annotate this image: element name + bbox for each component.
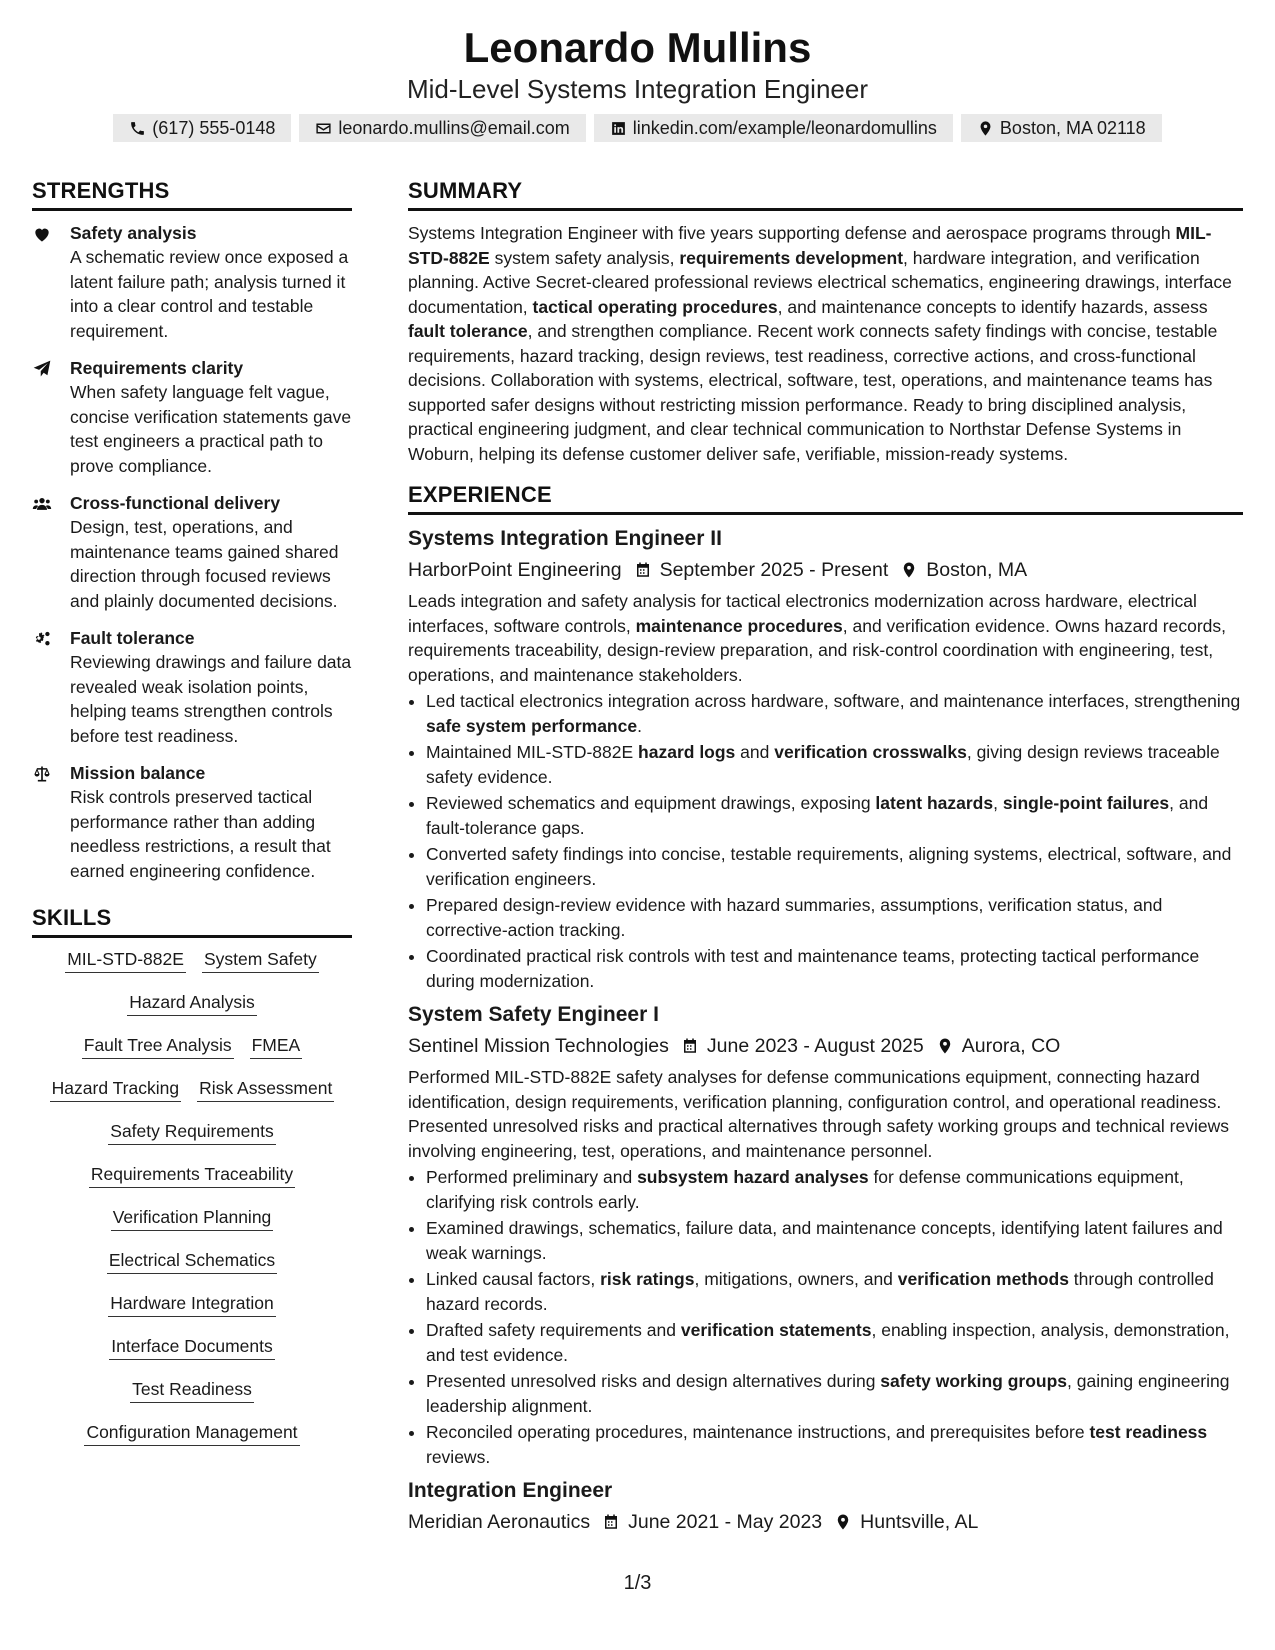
bullet-item bbox=[426, 842, 1243, 891]
strength-icon-wrapper bbox=[32, 221, 70, 343]
bold-text: tactical operating procedures bbox=[532, 296, 778, 317]
bold-text: risk ratings bbox=[600, 1269, 695, 1289]
skill-tag: Configuration Management bbox=[84, 1421, 299, 1446]
experience-heading: EXPERIENCE bbox=[408, 482, 1243, 515]
text-run: Systems Integration Engineer with five years supporting defense and aerospace programs through bbox=[408, 223, 1176, 243]
skill-tag: Electrical Schematics bbox=[107, 1249, 277, 1274]
text-run: Linked causal factors, bbox=[426, 1269, 601, 1289]
experience-list bbox=[408, 525, 1243, 1537]
skill-row bbox=[32, 1378, 352, 1403]
heart-icon bbox=[32, 224, 52, 244]
bullet-item bbox=[426, 1318, 1243, 1367]
skill-row bbox=[32, 1120, 352, 1145]
job-title: Systems Integration Engineer II bbox=[408, 527, 722, 550]
text-run: Performed MIL-STD-882E safety analyses for defense communications equipment, connecting hazard identification, design requirements, verification planning, configuration control, and operational readiness. Presented unresolved risks and practical alternatives through safety working groups and technical reviews involving engineering, test, operations, and maintenance personnel. bbox=[408, 1067, 1229, 1161]
skill-row bbox=[32, 1163, 352, 1188]
text-run: Led tactical electronics integration across hardware, software, and maintenance interfaces, strengthening bbox=[426, 691, 1241, 711]
email-text: leonardo.mullins@email.com bbox=[338, 118, 570, 138]
scale-icon bbox=[32, 764, 52, 784]
resume-body bbox=[32, 178, 1243, 1541]
calendar-icon bbox=[634, 561, 652, 579]
bold-text: maintenance procedures bbox=[635, 615, 843, 636]
job-dates: June 2023 - August 2025 bbox=[706, 1035, 924, 1057]
bullet-item bbox=[426, 791, 1243, 840]
summary-text bbox=[408, 221, 1243, 466]
map-pin-icon bbox=[900, 561, 918, 579]
company-name: HarborPoint Engineering bbox=[408, 559, 622, 581]
company-name: Sentinel Mission Technologies bbox=[408, 1035, 669, 1057]
skill-row bbox=[32, 1206, 352, 1231]
text-run: , and strengthen compliance. Recent work connects safety findings with concise, testable requirements, hazard tracking, design reviews, test readiness, corrective actions, and cross-functional decisions. Collaboration with systems, electrical, software, test, operations, and maintenance teams has supported safer designs without restricting mission performance. Ready to bring disciplined analysis, practical engineering judgment, and clear technical communication to Northstar Defense Systems in Woburn, helping its defense customer deliver safe, verifiable, mission-ready systems. bbox=[408, 321, 1218, 464]
bold-text: verification statements bbox=[680, 1320, 872, 1340]
bold-text: safety working groups bbox=[880, 1371, 1067, 1391]
bold-text: verification methods bbox=[897, 1269, 1069, 1289]
skill-row bbox=[32, 1292, 352, 1317]
skill-tag: MIL-STD-882E bbox=[65, 948, 186, 973]
job-bullets bbox=[408, 1165, 1243, 1469]
bullet-item bbox=[426, 1216, 1243, 1265]
strength-item bbox=[32, 761, 352, 883]
text-run: . bbox=[637, 715, 642, 736]
gears-icon bbox=[32, 629, 52, 649]
text-run: system safety analysis, bbox=[489, 247, 680, 268]
text-run: through controlled hazard records. bbox=[426, 1269, 1214, 1314]
text-run: Drafted safety requirements and bbox=[426, 1320, 681, 1340]
job-dates: September 2025 - Present bbox=[659, 559, 889, 581]
strength-title: Mission balance bbox=[70, 763, 206, 783]
bullet-item bbox=[426, 740, 1243, 789]
job-meta bbox=[408, 1031, 1243, 1061]
bold-text: verification crosswalks bbox=[774, 742, 967, 762]
strength-icon-wrapper bbox=[32, 356, 70, 478]
job-meta bbox=[408, 1507, 1243, 1537]
contact-bar bbox=[0, 114, 1275, 142]
strength-description: When safety language felt vague, concise verification statements gave test engineers a practical path to prove compliance. bbox=[70, 382, 352, 476]
candidate-name: Leonardo Mullins bbox=[463, 24, 812, 71]
text-run: Coordinated practical risk controls with test and maintenance teams, protecting tactical performance during modernization. bbox=[426, 946, 1200, 991]
strength-title: Fault tolerance bbox=[70, 628, 195, 648]
strength-item bbox=[32, 626, 352, 748]
bold-text: hazard logs bbox=[638, 742, 736, 762]
bullet-item bbox=[426, 893, 1243, 942]
bold-text: test readiness bbox=[1089, 1422, 1208, 1442]
text-run: , giving design reviews traceable safety evidence. bbox=[426, 742, 1220, 787]
paper-plane-icon bbox=[32, 359, 52, 379]
map-pin-icon bbox=[977, 120, 994, 137]
phone-icon bbox=[129, 120, 146, 137]
job-title: System Safety Engineer I bbox=[408, 1003, 659, 1026]
text-run: Maintained MIL-STD-882E bbox=[426, 742, 639, 762]
skill-tag: Fault Tree Analysis bbox=[82, 1034, 234, 1059]
skill-tag: Hazard Analysis bbox=[127, 991, 256, 1016]
strength-title: Requirements clarity bbox=[70, 358, 244, 378]
location-text: Boston, MA 02118 bbox=[999, 118, 1146, 138]
text-run: , mitigations, owners, and bbox=[694, 1269, 898, 1289]
text-run: and bbox=[735, 742, 775, 762]
strength-item bbox=[32, 221, 352, 343]
skill-tag: Hazard Tracking bbox=[50, 1077, 181, 1102]
strengths-heading: STRENGTHS bbox=[32, 178, 352, 211]
users-icon bbox=[32, 494, 52, 514]
strength-title: Cross-functional delivery bbox=[70, 493, 281, 513]
skill-row bbox=[32, 1335, 352, 1360]
strengths-list bbox=[32, 221, 352, 883]
skill-tag: Requirements Traceability bbox=[89, 1163, 295, 1188]
map-pin-icon bbox=[936, 1037, 954, 1055]
job-description bbox=[408, 589, 1243, 687]
skills-heading: SKILLS bbox=[32, 905, 352, 938]
strength-icon-wrapper bbox=[32, 626, 70, 748]
bold-text: requirements development bbox=[679, 247, 904, 268]
calendar-icon bbox=[681, 1037, 699, 1055]
left-column bbox=[32, 178, 352, 1541]
text-run: , enabling inspection, analysis, demonstration, and test evidence. bbox=[426, 1320, 1230, 1365]
contact-linkedin[interactable] bbox=[594, 114, 953, 142]
job-location: Boston, MA bbox=[926, 559, 1028, 581]
contact-email[interactable] bbox=[299, 114, 585, 142]
map-pin-icon bbox=[834, 1513, 852, 1531]
strength-title: Safety analysis bbox=[70, 223, 197, 243]
company-name: Meridian Aeronautics bbox=[408, 1511, 591, 1533]
skill-row bbox=[32, 991, 352, 1016]
bullet-item bbox=[426, 1267, 1243, 1316]
strength-description: Reviewing drawings and failure data revealed weak isolation points, helping teams strengthen controls before test readiness. bbox=[70, 652, 352, 746]
job-entry bbox=[408, 525, 1243, 993]
job-title: Integration Engineer bbox=[408, 1479, 613, 1502]
linkedin-text: linkedin.com/example/leonardomullins bbox=[632, 118, 937, 138]
skill-tag: Risk Assessment bbox=[197, 1077, 334, 1102]
bold-text: subsystem hazard analyses bbox=[637, 1167, 869, 1187]
text-run: , and maintenance concepts to identify hazards, assess bbox=[777, 296, 1208, 317]
resume-header bbox=[0, 0, 1275, 142]
envelope-icon bbox=[315, 120, 332, 137]
bold-text: safe system performance bbox=[426, 715, 638, 736]
text-run: , and verification evidence. Owns hazard records, requirements traceability, design-review preparation, and risk-control coordination with engineering, test, operations, and maintenance stakeholders. bbox=[408, 615, 1227, 685]
text-run: Reconciled operating procedures, maintenance instructions, and prerequisites before bbox=[426, 1422, 1090, 1442]
strength-item bbox=[32, 491, 352, 613]
skill-tag: System Safety bbox=[202, 948, 319, 973]
skill-row bbox=[32, 1077, 352, 1102]
job-location: Huntsville, AL bbox=[860, 1511, 979, 1533]
bold-text: latent hazards bbox=[875, 793, 994, 813]
job-bullets bbox=[408, 689, 1243, 993]
bold-text: fault tolerance bbox=[408, 321, 528, 341]
job-dates: June 2021 - May 2023 bbox=[628, 1511, 823, 1533]
skills-list bbox=[32, 948, 352, 1446]
skill-row bbox=[32, 1421, 352, 1446]
job-meta bbox=[408, 555, 1243, 585]
text-run: Prepared design-review evidence with hazard summaries, assumptions, verification status, and corrective-action tracking. bbox=[426, 895, 1163, 940]
bullet-item bbox=[426, 1369, 1243, 1418]
strength-description: Design, test, operations, and maintenance teams gained shared direction through focused reviews and plainly documented decisions. bbox=[70, 517, 339, 611]
phone-text: (617) 555-0148 bbox=[152, 118, 276, 138]
skill-row bbox=[32, 1034, 352, 1059]
bold-text: MIL-STD-882E bbox=[408, 223, 1212, 268]
right-column bbox=[408, 178, 1243, 1541]
text-run: Performed preliminary and bbox=[426, 1167, 638, 1187]
skill-tag: Verification Planning bbox=[111, 1206, 274, 1231]
skill-tag: Interface Documents bbox=[109, 1335, 274, 1360]
candidate-title: Mid-Level Systems Integration Engineer bbox=[406, 74, 868, 104]
skill-tag: Test Readiness bbox=[130, 1378, 254, 1403]
linkedin-icon bbox=[610, 120, 627, 137]
strength-icon-wrapper bbox=[32, 491, 70, 613]
text-run: reviews. bbox=[426, 1446, 491, 1467]
text-run: for defense communications equipment, clarifying risk controls early. bbox=[426, 1167, 1184, 1212]
strength-item bbox=[32, 356, 352, 478]
calendar-icon bbox=[602, 1513, 620, 1531]
text-run: Converted safety findings into concise, testable requirements, aligning systems, electrical, software, and verification engineers. bbox=[426, 844, 1232, 889]
page-number: 1/3 bbox=[623, 1572, 652, 1594]
strength-description: Risk controls preserved tactical performance rather than adding needless restrictions, a result that earned engineering confidence. bbox=[70, 787, 331, 881]
skill-tag: Hardware Integration bbox=[108, 1292, 275, 1317]
skill-tag: Safety Requirements bbox=[108, 1120, 275, 1145]
text-run: Examined drawings, schematics, failure data, and maintenance concepts, identifying latent failures and weak warnings. bbox=[426, 1218, 1223, 1263]
contact-phone[interactable] bbox=[113, 114, 291, 142]
text-run: , hardware integration, and verification planning. Active Secret-cleared professional reviews electrical schematics, engineering drawings, interface documentation, bbox=[408, 247, 1232, 317]
contact-location bbox=[961, 114, 1162, 142]
job-location: Aurora, CO bbox=[961, 1035, 1061, 1057]
summary-heading: SUMMARY bbox=[408, 178, 1243, 211]
skill-tag: FMEA bbox=[250, 1034, 303, 1059]
bullet-item bbox=[426, 689, 1243, 738]
bold-text: single-point failures bbox=[1002, 793, 1170, 813]
skill-row bbox=[32, 1249, 352, 1274]
skill-row bbox=[32, 948, 352, 973]
strength-icon-wrapper bbox=[32, 761, 70, 883]
job-entry bbox=[408, 1001, 1243, 1469]
bullet-item bbox=[426, 944, 1243, 993]
bullet-item bbox=[426, 1165, 1243, 1214]
strength-description: A schematic review once exposed a latent failure path; analysis turned it into a clear control and testable requirement. bbox=[70, 247, 349, 341]
job-entry bbox=[408, 1477, 1243, 1537]
text-run: Leads integration and safety analysis for tactical electronics modernization across hardware, electrical interfaces, software controls, bbox=[408, 591, 1197, 636]
text-run: Reviewed schematics and equipment drawings, exposing bbox=[426, 793, 876, 813]
text-run: , and fault-tolerance gaps. bbox=[426, 793, 1209, 838]
job-description bbox=[408, 1065, 1243, 1163]
text-run: , bbox=[993, 793, 1003, 813]
bullet-item bbox=[426, 1420, 1243, 1469]
text-run: Presented unresolved risks and design alternatives during bbox=[426, 1371, 881, 1391]
text-run: , gaining engineering leadership alignment. bbox=[426, 1371, 1230, 1416]
